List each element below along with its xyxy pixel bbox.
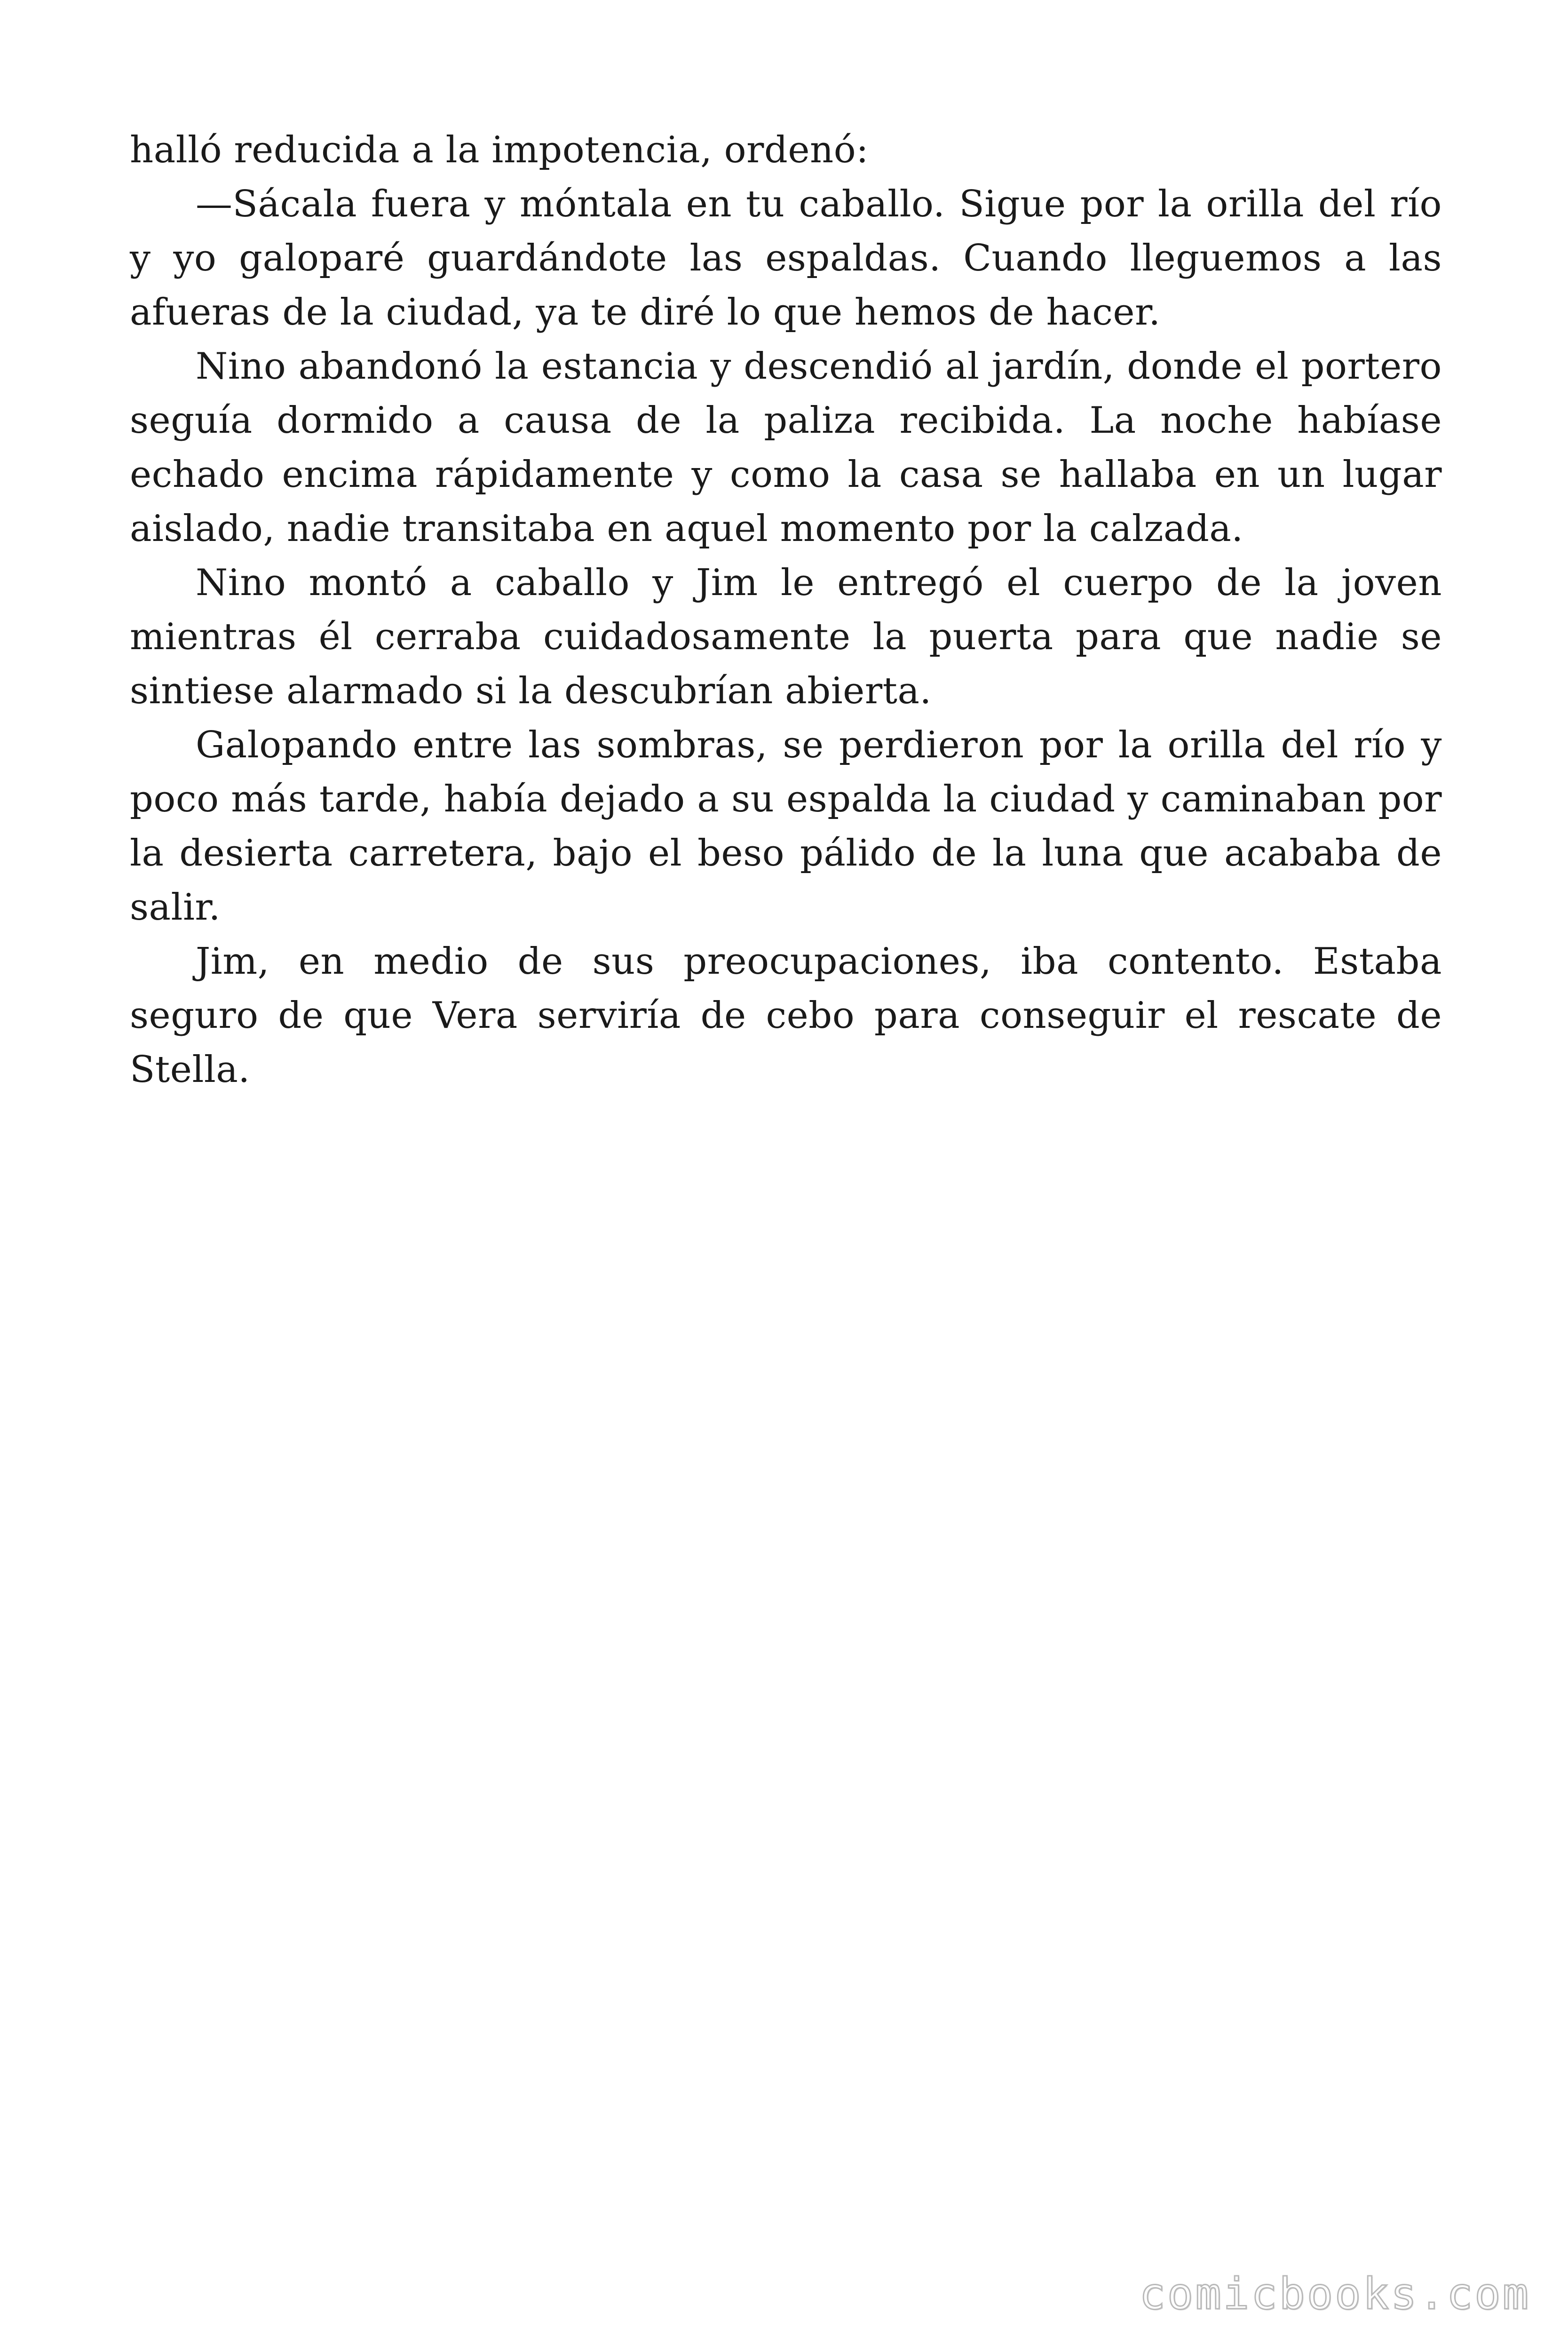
body-text [130,123,1442,1097]
paragraph: Nino montó a caballo y Jim le entregó el cuerpo de la joven mientras él cerraba cuidadosamente la puerta para que nadie se sintiese alarmado si la descubrían abierta. [130,562,1442,712]
paragraph-dialogue: —Sácala fuera y móntala en tu caballo. Sigue por la orilla del río y yo galoparé guardándote las espaldas. Cuando lleguemos a las afueras de la ciudad, ya te diré lo que hemos de hacer. [130,183,1442,334]
paragraph: Jim, en medio de sus preocupaciones, iba contento. Estaba seguro de que Vera serviría de cebo para conseguir el rescate de Stella. [130,940,1442,1091]
paragraph-continuation: halló reducida a la impotencia, ordenó: [130,129,869,171]
watermark: comicbooks.com [1139,2269,1530,2319]
paragraph: Nino abandonó la estancia y descendió al jardín, donde el portero seguía dormido a causa de la paliza recibida. La noche habíase echado encima rápidamente y como la casa se hallaba en un lugar aislado, nadie transitaba en aquel momento por la calzada. [130,345,1442,550]
paragraph: Galopando entre las sombras, se perdieron por la orilla del río y poco más tarde, había dejado a su espalda la ciudad y caminaban por la desierta carretera, bajo el beso pálido de la luna que acababa de salir. [130,724,1442,929]
